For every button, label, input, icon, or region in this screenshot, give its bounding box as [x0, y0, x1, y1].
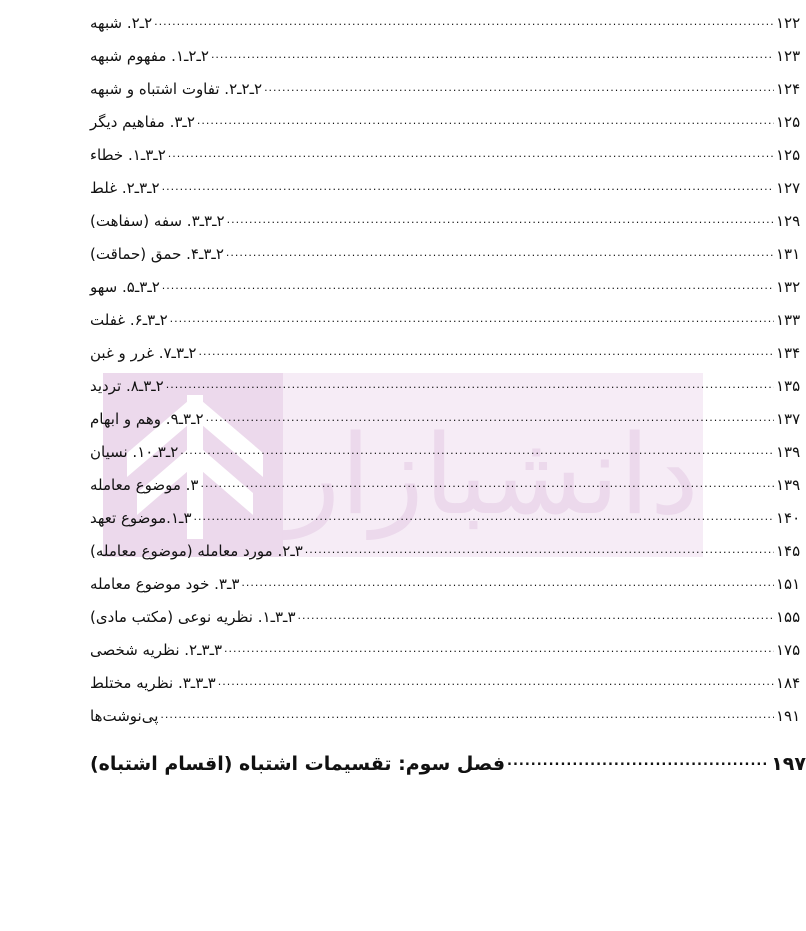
toc-entry-title: ۲ـ۳ـ۱۰. نسیان [90, 443, 179, 461]
toc-leader-dots [200, 476, 774, 492]
toc-entry-title: ۲ـ۲ـ۲. تفاوت اشتباه و شبهه [90, 80, 263, 98]
toc-entry-title: ۲ـ۳ـ۶. غفلت [90, 311, 168, 329]
toc-entry [90, 198, 806, 231]
toc-entry-title: ۲ـ۳. مفاهیم دیگر [90, 113, 195, 131]
toc-entry-title: ۲ـ۳ـ۱. خطاء [90, 146, 166, 164]
toc-entry [90, 132, 806, 165]
toc-entry [90, 429, 806, 462]
toc-entry-page: ۱۲۴ [776, 80, 801, 98]
toc-entry [90, 99, 806, 132]
toc-entry [90, 396, 806, 429]
toc-leader-dots [305, 542, 774, 558]
toc-entry-page: ۱۴۵ [776, 542, 801, 560]
toc-leader-dots [168, 146, 774, 162]
toc-leader-dots [170, 311, 774, 327]
toc-entry-title: ۳ـ۲. مورد معامله (موضوع معامله) [90, 542, 303, 560]
toc-entry-page: ۱۲۵ [776, 113, 801, 131]
toc-leader-dots [166, 377, 774, 393]
toc-leader-dots [206, 410, 774, 426]
toc-leader-dots [241, 575, 774, 591]
toc-entry [90, 660, 806, 693]
toc-entry [90, 495, 806, 528]
toc-leader-dots [154, 14, 774, 30]
toc-entry-page: ۱۵۱ [776, 575, 801, 593]
toc-entry [90, 165, 806, 198]
toc-leader-dots [224, 641, 774, 657]
toc-entry-title: پی‌نوشت‌ها [90, 707, 159, 725]
toc-entry [90, 297, 806, 330]
toc-entry-page: ۱۳۷ [776, 410, 801, 428]
toc-entry-page: ۱۳۱ [776, 245, 801, 263]
toc-entry-title: ۲ـ۳ـ۹. وهم و ابهام [90, 410, 204, 428]
toc-entry-title: ۳ـ۳. خود موضوع معامله [90, 575, 240, 593]
toc-entry-title: ۲ـ۲. شبهه [90, 14, 153, 32]
toc-entry [90, 66, 806, 99]
toc-leader-dots [162, 278, 774, 294]
toc-entry-page: ۱۳۹ [776, 476, 801, 494]
toc-entry-title: ۲ـ۳ـ۷. غرر و غبن [90, 344, 197, 362]
toc-chapter-page: ۱۹۷ [771, 753, 806, 775]
toc-entry-title: ۲ـ۲ـ۱. مفهوم شبهه [90, 47, 209, 65]
toc-entry-page: ۱۷۵ [776, 641, 801, 659]
toc-entry-title: ۳. موضوع معامله [90, 476, 199, 494]
toc-entry [90, 363, 806, 396]
toc-entry-page: ۱۸۴ [776, 674, 801, 692]
toc-entry [90, 693, 806, 726]
toc-entry-page: ۱۳۴ [776, 344, 801, 362]
toc-entry-title: ۲ـ۳ـ۸. تردید [90, 377, 164, 395]
toc-leader-dots [160, 707, 774, 723]
toc-leader-dots [264, 80, 774, 96]
toc-entry-page: ۱۹۱ [776, 707, 801, 725]
toc-chapter-entry [90, 741, 806, 774]
toc-leader-dots [194, 509, 775, 525]
toc-entry-page: ۱۳۵ [776, 377, 801, 395]
toc-entry [90, 231, 806, 264]
toc-entry [90, 462, 806, 495]
toc-entry-title: ۳ـ۱.موضوع تعهد [90, 509, 192, 527]
toc-entry [90, 561, 806, 594]
toc-entry-title: ۲ـ۳ـ۳. سفه (سفاهت) [90, 212, 225, 230]
toc-entry [90, 528, 806, 561]
toc-entry [90, 627, 806, 660]
toc-entry-title: ۲ـ۳ـ۴. حمق (حماقت) [90, 245, 224, 263]
toc-entry-page: ۱۳۹ [776, 443, 801, 461]
toc-entry [90, 594, 806, 627]
toc-chapter-title: فصل سوم: تقسیمات اشتباه (اقسام اشتباه) [90, 753, 506, 775]
toc-leader-dots [180, 443, 774, 459]
toc-entry-page: ۱۲۹ [776, 212, 801, 230]
toc-leader-dots [226, 245, 774, 261]
toc-entry-title: ۲ـ۳ـ۵. سهو [90, 278, 160, 296]
toc-entry-page: ۱۳۲ [776, 278, 801, 296]
toc-entry-title: ۳ـ۳ـ۲. نظریه شخصی [90, 641, 223, 659]
toc-entry-page: ۱۴۰ [776, 509, 801, 527]
toc-entry-page: ۱۳۳ [776, 311, 801, 329]
toc-leader-dots [227, 212, 774, 228]
svg-text:دانشبازار: دانشبازار [287, 411, 699, 539]
toc-leader-dots [211, 47, 774, 63]
toc-leader-dots [162, 179, 774, 195]
toc-leader-dots [197, 113, 774, 129]
toc-entry-page: ۱۵۵ [776, 608, 801, 626]
toc-leader-dots [198, 344, 774, 360]
toc-entry-page: ۱۲۳ [776, 47, 801, 65]
toc-leader-dots [218, 674, 774, 690]
toc-entry-page: ۱۲۷ [776, 179, 801, 197]
toc-entry-title: ۳ـ۳ـ۳. نظریه مختلط [90, 674, 216, 692]
toc-entry [90, 264, 806, 297]
toc-entry [90, 330, 806, 363]
toc-entry-page: ۱۲۵ [776, 146, 801, 164]
toc-leader-dots [507, 754, 769, 770]
toc-entry [90, 33, 806, 66]
toc-entry-title: ۳ـ۳ـ۱. نظریه نوعی (مکتب مادی) [90, 608, 296, 626]
toc-entry-title: ۲ـ۳ـ۲. غلط [90, 179, 160, 197]
toc-leader-dots [298, 608, 775, 624]
toc-entry [90, 0, 806, 33]
toc-entry-page: ۱۲۲ [776, 14, 801, 32]
